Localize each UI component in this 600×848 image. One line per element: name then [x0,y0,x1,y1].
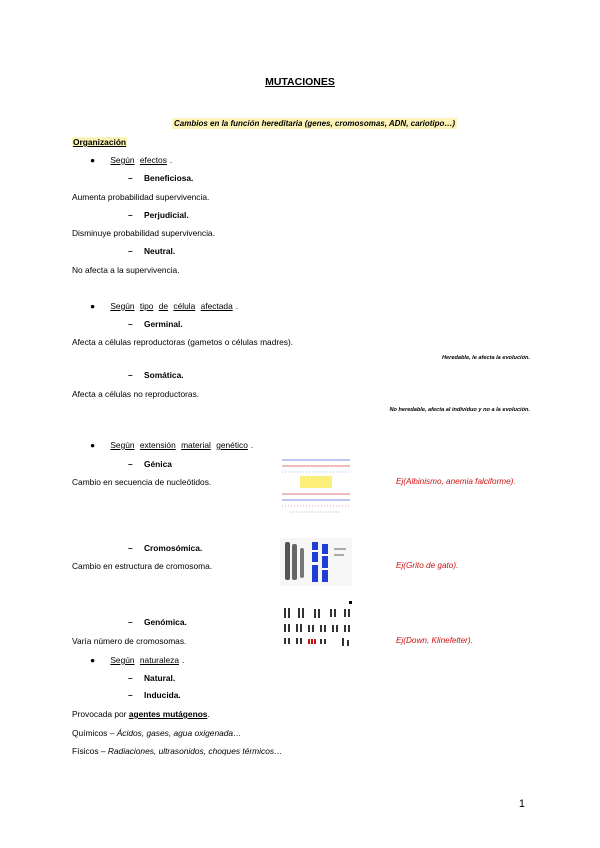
example-genomica: Ej(Down, Klinefelter). [396,636,473,645]
chromosome-structure-image [280,538,352,586]
agentes-mutagenos: agentes mutágenos [128,709,208,719]
desc-genica: Cambio en secuencia de nucleótidos. [72,477,212,487]
bullet-icon: ● [90,655,96,665]
page-number: 1 [518,798,525,810]
fisicos-line: Físicos – Radiaciones, ultrasonidos, choques térmicos… [72,746,283,756]
note-somatica: No heredable, afecta al individuo y no a la evolución. [389,407,530,413]
bullet-icon: ● [90,440,96,450]
provocada-line: Provocada por agentes mutágenos. [72,709,210,719]
quimicos-line: Químicos – Ácidos, gases, agua oxigenada… [72,728,242,738]
item-inducida: – Inducida. [128,690,181,700]
subtitle: Cambios en la función hereditaria (genes, cromosomas, ADN, cariotipo…) [174,119,456,128]
item-perjudicial: – Perjudicial. [128,210,189,220]
example-genica: Ej(Albinismo, anemia falciforme). [396,477,516,486]
gene-sequence-image [280,452,352,516]
karyotype-image [280,600,356,656]
bullet-icon: ● [90,301,96,311]
desc-beneficiosa: Aumenta probabilidad supervivencia. [72,192,210,202]
criterion-efectos: ● Según efectos . [90,155,173,165]
item-somatica: – Somática. [128,370,184,380]
note-germinal: Heredable, le afecta la evolución. [442,355,530,361]
organization-heading: Organización [73,137,127,147]
item-neutral: – Neutral. [128,246,176,256]
criterion-extension: ● Según extensión material genético . [90,440,254,450]
desc-cromosomica: Cambio en estructura de cromosoma. [72,561,213,571]
item-genomica: – Genómica. [128,617,187,627]
item-germinal: – Germinal. [128,319,183,329]
criterion-naturaleza: ● Según naturaleza . [90,655,185,665]
desc-genomica: Varía número de cromosomas. [72,636,187,646]
desc-germinal: Afecta a células reproductoras (gametos o células madres). [72,337,294,347]
item-cromosomica: – Cromosómica. [128,543,203,553]
criterion-word: Según [110,155,135,165]
page-title: MUTACIONES [265,76,335,88]
bullet-icon: ● [90,155,96,165]
criterion-word: efectos [139,155,167,165]
desc-neutral: No afecta a la supervivencia. [72,265,180,275]
example-cromosomica: Ej(Grito de gato). [396,561,459,570]
item-genica: – Génica [128,459,172,469]
item-beneficiosa: – Beneficiosa. [128,173,194,183]
desc-perjudicial: Disminuye probabilidad supervivencia. [72,228,215,238]
desc-somatica: Afecta a células no reproductoras. [72,389,200,399]
item-natural: – Natural. [128,673,176,683]
criterion-celula: ● Según tipo de célula afectada . [90,301,239,311]
